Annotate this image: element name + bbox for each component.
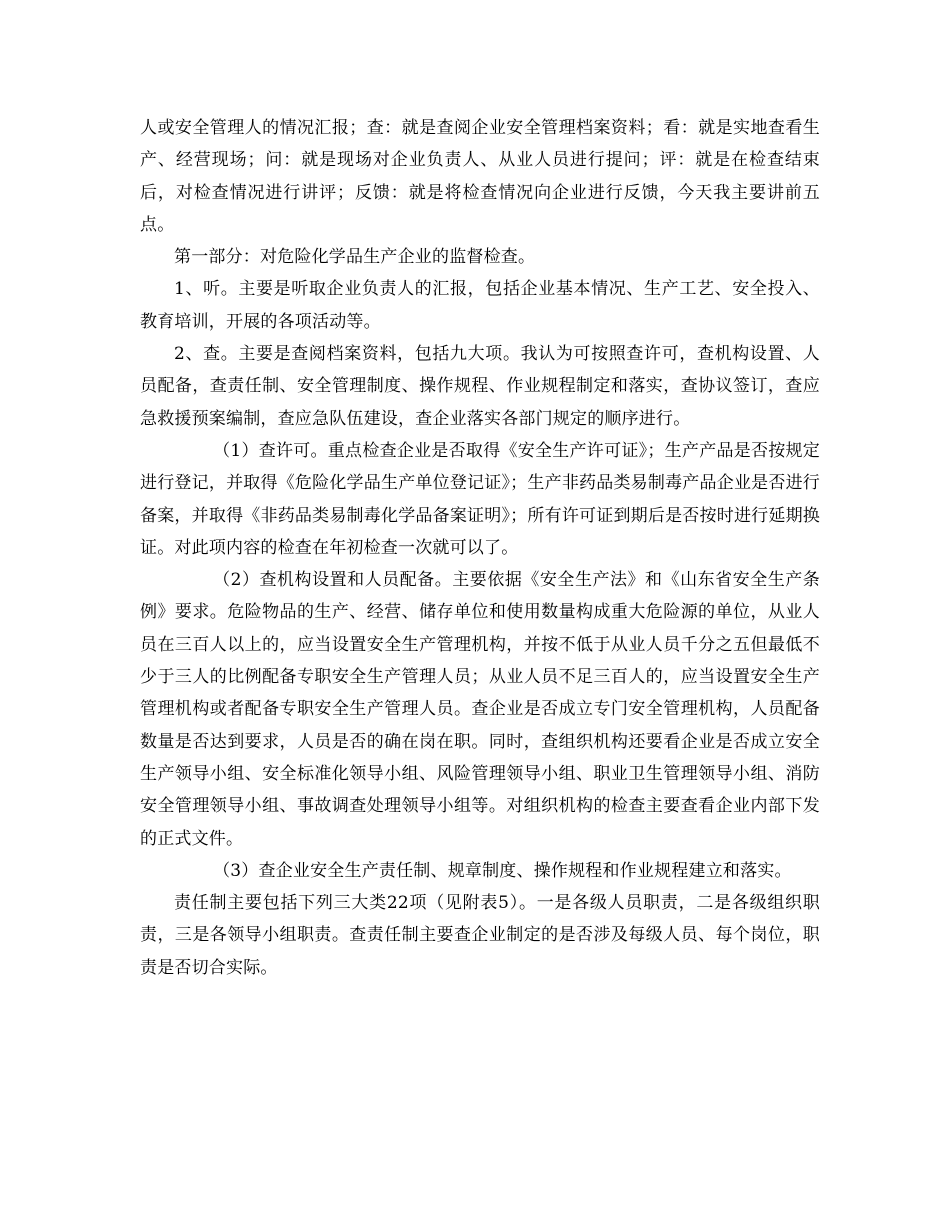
paragraph-check-organization: （2）查机构设置和人员配备。主要依据《安全生产法》和《山东省安全生产条例》要求。危险物品的生产、经营、储存单位和使用数量构成重大危险源的单位，从业人员在三百人以上的，应当设置安全生产管理机构，并按不低于从业人员千分之五但最低不少于三人的比例配备专职安全生产管理人员；从业人员不足三百人的，应当设置安全生产管理机构或者配备专职安全生产管理人员。查企业是否成立专门安全管理机构，人员配备数量是否达到要求，人员是否的确在岗在职。同时，查组织机构还要看企业是否成立安全生产领导小组、安全标准化领导小组、风险管理领导小组、职业卫生管理领导小组、消防安全管理领导小组、事故调查处理领导小组等。对组织机构的检查主要查看企业内部下发的正式文件。 xyxy=(140,570,820,849)
paragraph-check: 2、查。主要是查阅档案资料，包括九大项。我认为可按照查许可，查机构设置、人员配备，查责任制、安全管理制度、操作规程、作业规程制定和落实，查协议签订，查应急救援预案编制，查应急队伍建设，查企业落实各部门规定的顺序进行。 xyxy=(140,344,820,429)
paragraph-check-responsibility-system: （3）查企业安全生产责任制、规章制度、操作规程和作业规程建立和落实。 xyxy=(213,860,792,881)
section-heading-part-one: 第一部分：对危险化学品生产企业的监督检查。 xyxy=(174,247,536,268)
paragraph-check-license: （1）查许可。重点检查企业是否取得《安全生产许可证》；生产产品是否按规定进行登记，并取得《危险化学品生产单位登记证》；生产非药品类易制毒产品企业是否进行备案，并取得《非药品类易制毒化学品备案证明》；所有许可证到期后是否按时进行延期换证。对此项内容的检查在年初检查一次就可以了。 xyxy=(140,440,820,558)
paragraph-listen: 1、听。主要是听取企业负责人的汇报，包括企业基本情况、生产工艺、安全投入、教育培训，开展的各项活动等。 xyxy=(140,279,820,332)
paragraph-responsibility-categories: 责任制主要包括下列三大类22项（见附表5）。一是各级人员职责，二是各级组织职责，三是各领导小组职责。查责任制主要查企业制定的是否涉及每级人员、每个岗位，职责是否切合实际。 xyxy=(140,893,820,978)
paragraph-continued-inspection-methods: 人或安全管理人的情况汇报；查：就是查阅企业安全管理档案资料；看：就是实地查看生产、经营现场；问：就是现场对企业负责人、从业人员进行提问；评：就是在检查结束后，对检查情况进行讲评；反馈：就是将检查情况向企业进行反馈，今天我主要讲前五点。 xyxy=(140,118,820,235)
document-body xyxy=(140,112,820,984)
